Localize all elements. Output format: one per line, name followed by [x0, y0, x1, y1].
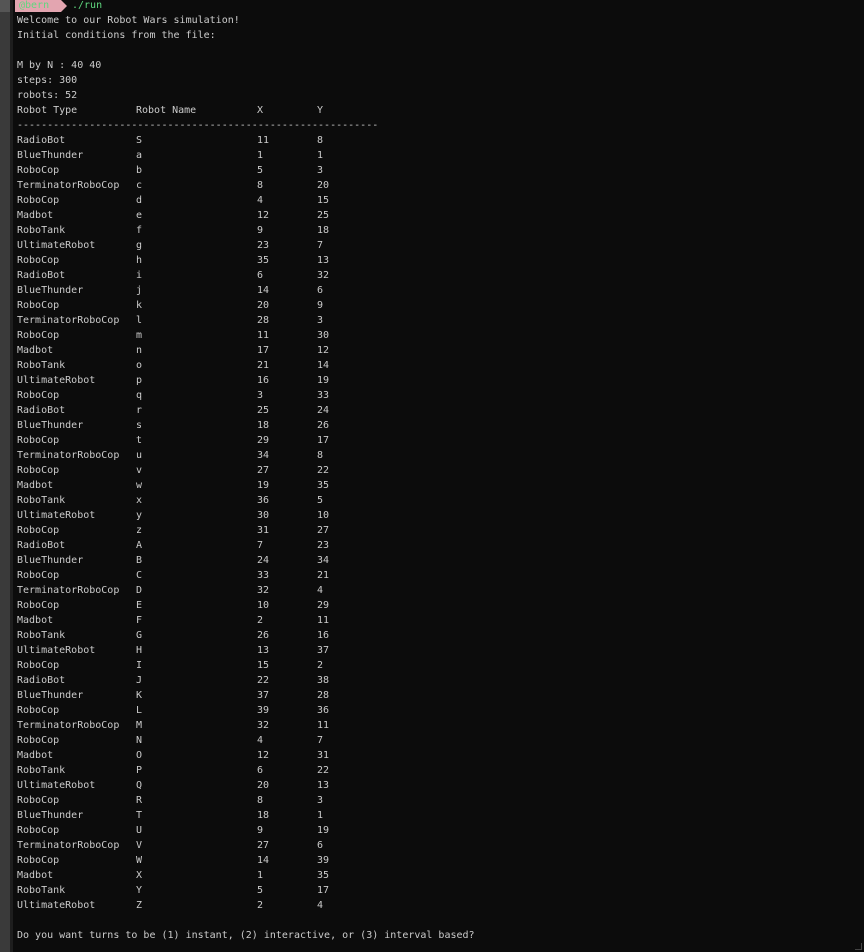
robot-type: RoboTank — [17, 225, 66, 236]
robot-type: TerminatorRoboCop — [17, 315, 120, 326]
robot-type: BlueThunder — [17, 285, 84, 296]
robot-name: s — [136, 420, 143, 431]
robot-y: 1 — [317, 150, 324, 161]
robot-type: Madbot — [17, 345, 54, 356]
robot-y: 30 — [317, 330, 330, 341]
robot-x: 2 — [257, 615, 264, 626]
table-row — [17, 748, 417, 763]
table-row — [17, 613, 417, 628]
robot-y: 26 — [317, 420, 330, 431]
header-y: Y — [317, 105, 324, 116]
initial-conditions-line: Initial conditions from the file: — [17, 30, 216, 41]
robot-x: 25 — [257, 405, 270, 416]
robot-type: RoboCop — [17, 195, 60, 206]
robot-name: g — [136, 240, 143, 251]
robot-name: X — [136, 870, 143, 881]
robot-type: RoboCop — [17, 795, 60, 806]
robot-x: 26 — [257, 630, 270, 641]
robot-type: RadioBot — [17, 270, 66, 281]
table-row — [17, 268, 417, 283]
robot-name: T — [136, 810, 143, 821]
table-row — [17, 538, 417, 553]
robot-name: z — [136, 525, 143, 536]
table-row — [17, 328, 417, 343]
robot-type: RoboCop — [17, 435, 60, 446]
robot-y: 3 — [317, 165, 324, 176]
table-row — [17, 418, 417, 433]
table-row — [17, 643, 417, 658]
robot-type: Madbot — [17, 615, 54, 626]
robot-type: BlueThunder — [17, 420, 84, 431]
robot-name: m — [136, 330, 143, 341]
table-row — [17, 703, 417, 718]
robot-type: UltimateRobot — [17, 900, 96, 911]
robot-type: BlueThunder — [17, 555, 84, 566]
robot-name: j — [136, 285, 143, 296]
robot-type: RoboCop — [17, 705, 60, 716]
table-row — [17, 583, 417, 598]
robot-y: 17 — [317, 435, 330, 446]
robot-y: 33 — [317, 390, 330, 401]
robot-name: a — [136, 150, 143, 161]
robot-x: 8 — [257, 795, 264, 806]
robot-type: RoboTank — [17, 630, 66, 641]
robot-type: RoboCop — [17, 735, 60, 746]
robot-x: 28 — [257, 315, 270, 326]
robot-name: n — [136, 345, 143, 356]
table-row — [17, 373, 417, 388]
robot-x: 20 — [257, 780, 270, 791]
table-row — [17, 313, 417, 328]
robot-x: 17 — [257, 345, 270, 356]
robot-type: Madbot — [17, 210, 54, 221]
robot-y: 7 — [317, 735, 324, 746]
robot-x: 32 — [257, 720, 270, 731]
robot-x: 7 — [257, 540, 264, 551]
prompt-arrow-icon — [61, 0, 67, 12]
robot-y: 24 — [317, 405, 330, 416]
robot-type: BlueThunder — [17, 690, 84, 701]
robot-name: b — [136, 165, 143, 176]
robot-name: A — [136, 540, 143, 551]
robot-x: 11 — [257, 330, 270, 341]
robot-x: 16 — [257, 375, 270, 386]
robot-name: I — [136, 660, 143, 671]
robot-type: RadioBot — [17, 135, 66, 146]
robot-y: 37 — [317, 645, 330, 656]
robot-x: 6 — [257, 270, 264, 281]
table-row — [17, 448, 417, 463]
robot-type: UltimateRobot — [17, 510, 96, 521]
table-row — [17, 343, 417, 358]
robot-x: 14 — [257, 855, 270, 866]
robot-type: RadioBot — [17, 675, 66, 686]
table-row — [17, 148, 417, 163]
robot-y: 7 — [317, 240, 324, 251]
robot-y: 13 — [317, 780, 330, 791]
robot-name: V — [136, 840, 143, 851]
prompt-command: ./run — [72, 0, 103, 11]
robot-type: UltimateRobot — [17, 780, 96, 791]
welcome-line: Welcome to our Robot Wars simulation! — [17, 15, 240, 26]
robot-name: y — [136, 510, 143, 521]
terminal-gutter — [0, 0, 10, 952]
robot-type: Madbot — [17, 750, 54, 761]
robot-y: 15 — [317, 195, 330, 206]
table-row — [17, 808, 417, 823]
robot-name: R — [136, 795, 143, 806]
robot-type: TerminatorRoboCop — [17, 720, 120, 731]
table-row — [17, 523, 417, 538]
table-row — [17, 778, 417, 793]
robot-y: 6 — [317, 840, 324, 851]
table-row — [17, 433, 417, 448]
robot-x: 12 — [257, 750, 270, 761]
steps-line: steps: 300 — [17, 75, 78, 86]
grid-size-line: M by N : 40 40 — [17, 60, 102, 71]
robot-y: 11 — [317, 615, 330, 626]
robot-y: 31 — [317, 750, 330, 761]
header-x: X — [257, 105, 264, 116]
robot-x: 22 — [257, 675, 270, 686]
robots-count-line: robots: 52 — [17, 90, 78, 101]
robot-name: P — [136, 765, 143, 776]
table-row — [17, 793, 417, 808]
robot-name: k — [136, 300, 143, 311]
table-row — [17, 763, 417, 778]
robot-type: RoboCop — [17, 570, 60, 581]
robot-y: 16 — [317, 630, 330, 641]
robot-y: 18 — [317, 225, 330, 236]
robot-name: G — [136, 630, 143, 641]
robot-type: UltimateRobot — [17, 375, 96, 386]
robot-y: 19 — [317, 375, 330, 386]
robot-name: q — [136, 390, 143, 401]
robot-x: 10 — [257, 600, 270, 611]
robot-x: 9 — [257, 225, 264, 236]
robot-y: 4 — [317, 585, 324, 596]
robot-name: Y — [136, 885, 143, 896]
robot-type: TerminatorRoboCop — [17, 450, 120, 461]
table-row — [17, 628, 417, 643]
table-row — [17, 853, 417, 868]
robot-y: 35 — [317, 870, 330, 881]
robot-type: RoboCop — [17, 255, 60, 266]
robot-type: TerminatorRoboCop — [17, 180, 120, 191]
robot-y: 5 — [317, 495, 324, 506]
robot-type: BlueThunder — [17, 810, 84, 821]
robot-y: 20 — [317, 180, 330, 191]
header-robot-name: Robot Name — [136, 105, 197, 116]
robot-x: 14 — [257, 285, 270, 296]
robot-name: i — [136, 270, 143, 281]
robot-name: d — [136, 195, 143, 206]
robot-y: 2 — [317, 660, 324, 671]
robot-name: E — [136, 600, 143, 611]
robot-type: RoboCop — [17, 525, 60, 536]
robot-x: 3 — [257, 390, 264, 401]
robot-name: h — [136, 255, 143, 266]
robot-x: 18 — [257, 810, 270, 821]
robot-y: 28 — [317, 690, 330, 701]
robot-x: 12 — [257, 210, 270, 221]
robot-y: 4 — [317, 900, 324, 911]
robot-x: 20 — [257, 300, 270, 311]
robot-y: 27 — [317, 525, 330, 536]
robot-x: 4 — [257, 735, 264, 746]
robot-name: H — [136, 645, 143, 656]
robot-y: 23 — [317, 540, 330, 551]
robot-name: J — [136, 675, 143, 686]
robot-x: 37 — [257, 690, 270, 701]
robot-y: 17 — [317, 885, 330, 896]
robot-name: K — [136, 690, 143, 701]
robot-type: UltimateRobot — [17, 645, 96, 656]
robot-x: 29 — [257, 435, 270, 446]
robot-name: o — [136, 360, 143, 371]
robot-y: 36 — [317, 705, 330, 716]
robot-x: 11 — [257, 135, 270, 146]
robot-type: RoboTank — [17, 495, 66, 506]
robot-y: 12 — [317, 345, 330, 356]
table-row — [17, 658, 417, 673]
robot-x: 34 — [257, 450, 270, 461]
robot-x: 27 — [257, 465, 270, 476]
robot-type: TerminatorRoboCop — [17, 585, 120, 596]
robot-x: 13 — [257, 645, 270, 656]
robot-x: 31 — [257, 525, 270, 536]
robot-y: 32 — [317, 270, 330, 281]
robot-x: 1 — [257, 150, 264, 161]
robot-y: 29 — [317, 600, 330, 611]
robot-x: 39 — [257, 705, 270, 716]
table-row — [17, 868, 417, 883]
robot-type: RadioBot — [17, 405, 66, 416]
table-row — [17, 223, 417, 238]
robot-name: t — [136, 435, 143, 446]
robot-y: 3 — [317, 795, 324, 806]
robot-name: D — [136, 585, 143, 596]
robot-type: RoboCop — [17, 465, 60, 476]
table-row — [17, 823, 417, 838]
robot-name: l — [136, 315, 143, 326]
table-row — [17, 553, 417, 568]
robot-name: Z — [136, 900, 143, 911]
robot-type: RoboTank — [17, 765, 66, 776]
robot-type: RoboCop — [17, 600, 60, 611]
robot-type: RoboCop — [17, 165, 60, 176]
table-row — [17, 298, 417, 313]
robot-name: e — [136, 210, 143, 221]
robot-y: 9 — [317, 300, 324, 311]
table-row — [17, 508, 417, 523]
robot-type: UltimateRobot — [17, 240, 96, 251]
robot-name: x — [136, 495, 143, 506]
resize-grip-icon[interactable] — [855, 943, 862, 950]
robot-y: 6 — [317, 285, 324, 296]
robot-name: c — [136, 180, 143, 191]
robot-x: 6 — [257, 765, 264, 776]
table-row — [17, 478, 417, 493]
robot-y: 13 — [317, 255, 330, 266]
robot-name: r — [136, 405, 143, 416]
robot-name: N — [136, 735, 143, 746]
robot-type: RoboTank — [17, 360, 66, 371]
table-row — [17, 838, 417, 853]
table-row — [17, 238, 417, 253]
robot-type: Madbot — [17, 870, 54, 881]
robot-y: 22 — [317, 465, 330, 476]
table-row — [17, 493, 417, 508]
robot-name: F — [136, 615, 143, 626]
robot-y: 25 — [317, 210, 330, 221]
table-row — [17, 688, 417, 703]
robot-y: 19 — [317, 825, 330, 836]
table-row — [17, 733, 417, 748]
table-row — [17, 283, 417, 298]
table-row — [17, 388, 417, 403]
table-row — [17, 898, 417, 913]
robot-x: 30 — [257, 510, 270, 521]
robot-x: 32 — [257, 585, 270, 596]
robot-x: 9 — [257, 825, 264, 836]
robot-name: v — [136, 465, 143, 476]
robot-type: RoboCop — [17, 855, 60, 866]
robot-name: M — [136, 720, 143, 731]
table-separator: ------------------------------------------------------------ — [17, 120, 379, 131]
robot-type: Madbot — [17, 480, 54, 491]
header-robot-type: Robot Type — [17, 105, 78, 116]
robot-y: 35 — [317, 480, 330, 491]
robot-x: 23 — [257, 240, 270, 251]
robot-name: U — [136, 825, 143, 836]
robot-type: RoboCop — [17, 300, 60, 311]
table-row — [17, 133, 417, 148]
robot-x: 2 — [257, 900, 264, 911]
robot-x: 18 — [257, 420, 270, 431]
robot-name: f — [136, 225, 143, 236]
table-row — [17, 883, 417, 898]
robot-type: RadioBot — [17, 540, 66, 551]
robot-name: S — [136, 135, 143, 146]
robot-y: 3 — [317, 315, 324, 326]
table-row — [17, 208, 417, 223]
robot-type: RoboCop — [17, 825, 60, 836]
robot-name: Q — [136, 780, 143, 791]
table-header — [17, 103, 417, 118]
robot-x: 8 — [257, 180, 264, 191]
robot-x: 5 — [257, 165, 264, 176]
table-row — [17, 598, 417, 613]
robot-x: 5 — [257, 885, 264, 896]
robot-x: 19 — [257, 480, 270, 491]
robot-y: 1 — [317, 810, 324, 821]
robot-y: 8 — [317, 135, 324, 146]
robot-name: L — [136, 705, 143, 716]
table-row — [17, 163, 417, 178]
robot-x: 36 — [257, 495, 270, 506]
table-row — [17, 358, 417, 373]
robot-x: 1 — [257, 870, 264, 881]
turn-mode-question: Do you want turns to be (1) instant, (2) interactive, or (3) interval based? — [17, 930, 475, 941]
robot-y: 21 — [317, 570, 330, 581]
robot-name: B — [136, 555, 143, 566]
robot-name: O — [136, 750, 143, 761]
robot-type: RoboCop — [17, 660, 60, 671]
table-row — [17, 178, 417, 193]
robot-type: RoboCop — [17, 390, 60, 401]
robot-name: C — [136, 570, 143, 581]
robot-type: BlueThunder — [17, 150, 84, 161]
robot-type: TerminatorRoboCop — [17, 840, 120, 851]
robot-x: 33 — [257, 570, 270, 581]
prompt-user: @bern — [15, 0, 61, 12]
robot-type: RoboTank — [17, 885, 66, 896]
robot-x: 21 — [257, 360, 270, 371]
robot-type: RoboCop — [17, 330, 60, 341]
robot-x: 35 — [257, 255, 270, 266]
robot-name: p — [136, 375, 143, 386]
robot-x: 4 — [257, 195, 264, 206]
table-row — [17, 253, 417, 268]
robot-y: 8 — [317, 450, 324, 461]
gutter-divider — [10, 0, 13, 952]
robot-y: 34 — [317, 555, 330, 566]
robot-y: 14 — [317, 360, 330, 371]
robot-y: 22 — [317, 765, 330, 776]
robot-y: 39 — [317, 855, 330, 866]
gutter-marker — [0, 0, 10, 12]
robot-y: 38 — [317, 675, 330, 686]
table-row — [17, 718, 417, 733]
table-row — [17, 673, 417, 688]
table-row — [17, 463, 417, 478]
robot-x: 27 — [257, 840, 270, 851]
table-row — [17, 403, 417, 418]
robot-name: w — [136, 480, 143, 491]
table-row — [17, 193, 417, 208]
robot-x: 24 — [257, 555, 270, 566]
table-row — [17, 568, 417, 583]
robot-name: W — [136, 855, 143, 866]
robot-name: u — [136, 450, 143, 461]
robot-x: 15 — [257, 660, 270, 671]
robot-y: 10 — [317, 510, 330, 521]
robot-y: 11 — [317, 720, 330, 731]
